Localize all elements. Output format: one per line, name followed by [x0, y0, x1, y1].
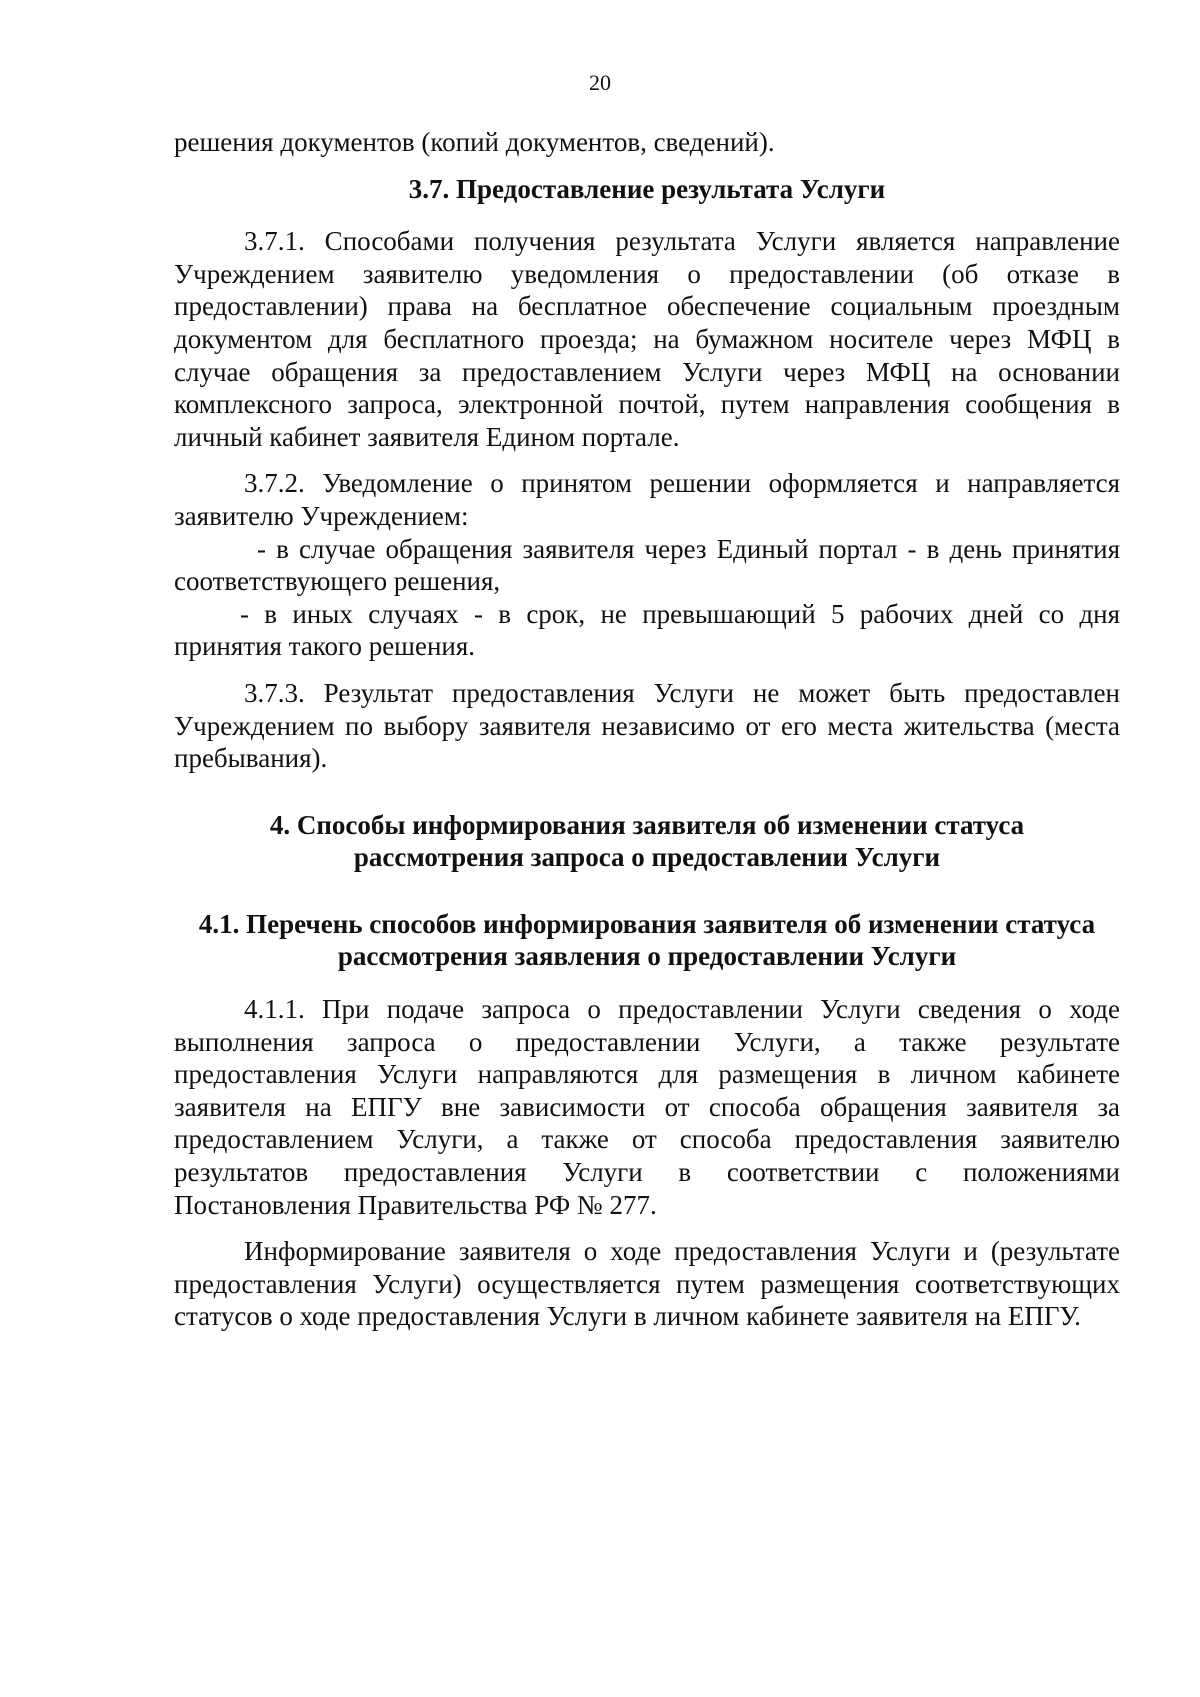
section-4-heading — [174, 809, 1120, 874]
list-item-portal: - в случае обращения заявителя через Единый портал - в день принятия соответствующего решения, — [174, 533, 1120, 597]
page-number: 20 — [589, 70, 611, 95]
list-item-other-cases: - в иных случаях - в срок, не превышающий 5 рабочих дней со дня принятия такого решения. — [174, 598, 1120, 662]
section-4-heading-line-2: рассмотрения запроса о предоставлении Услуги — [353, 842, 941, 873]
continuation-text: решения документов (копий документов, сведений). — [174, 127, 775, 157]
section-4-1-heading — [174, 908, 1120, 973]
paragraph-4-1-1: 4.1.1. При подаче запроса о предоставлении Услуги сведения о ходе выполнения запроса о предоставлении Услуги, а также результате предоставления Услуги направляются для размещения в личном кабинете заявителя на ЕПГУ вне зависимости от способа обращения заявителя за предоставлением Услуги, а также от способа предоставления заявителю результатов предоставления Услуги в соответствии с положениями Постановления Правительства РФ № 277. — [174, 994, 1120, 1220]
section-4-1-heading-line-2: рассмотрения заявления о предоставлении Услуги — [337, 941, 957, 972]
section-4-heading-line-1: 4. Способы информирования заявителя об изменении статуса — [269, 809, 1025, 840]
section-3-7-heading: 3.7. Предоставление результата Услуги — [408, 173, 886, 204]
paragraph-3-7-2: 3.7.2. Уведомление о принятом решении оформляется и направляется заявителю Учреждением: — [174, 468, 1120, 531]
paragraph-3-7-1: 3.7.1. Способами получения результата Услуги является направление Учреждением заявителю уведомления о предоставлении (об отказе в предоставлении) права на бесплатное обеспечение социальным проездным документом для бесплатного проезда; на бумажном носителе через МФЦ в случае обращения за предоставлением Услуги через МФЦ на основании комплексного запроса, электронной почтой, путем направления сообщения в личный кабинет заявителя Едином портале. — [174, 226, 1120, 452]
section-4-1-heading-line-1: 4.1. Перечень способов информирования заявителя об изменении статуса — [198, 908, 1096, 939]
paragraph-3-7-3: 3.7.3. Результат предоставления Услуги не может быть предоставлен Учреждением по выбору заявителя независимо от его места жительства (места пребывания). — [174, 677, 1120, 774]
document-body — [174, 126, 1120, 1333]
paragraph-informing: Информирование заявителя о ходе предоставления Услуги и (результате предоставления Услуги) осуществляется путем размещения соответствующих статусов о ходе предоставления Услуги в личном кабинете заявителя на ЕПГУ. — [174, 1236, 1120, 1332]
